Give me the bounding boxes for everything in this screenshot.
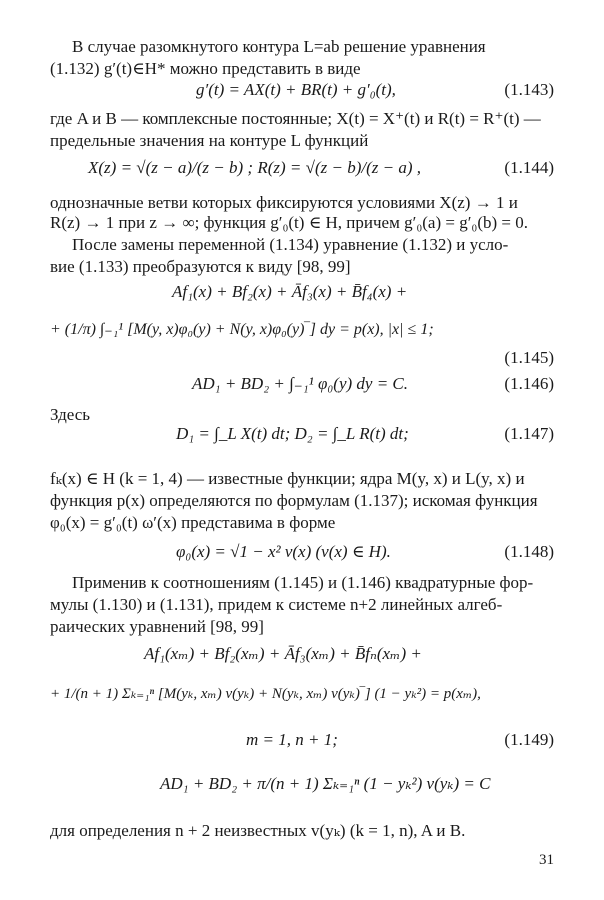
equation-1145-line1: Af₁(x) + Bf₂(x) + Āf₃(x) + B̄f₄(x) + [172,282,408,301]
paragraph-line: где A и B — комплексные постоянные; X(t) = X⁺(t) и R(t) = R⁺(t) — [50,109,541,128]
equation-1149-line4: AD₁ + BD₂ + π/(n + 1) Σₖ₌₁ⁿ (1 − yₖ²) v(yₖ) = C [160,774,491,793]
equation-number: (1.146) [504,374,554,393]
equation-1145-line2: + (1/π) ∫₋₁¹ [M(y, x)φ₀(y) + N(y, x)φ₀(y)‾] dy = p(x), |x| ≤ 1; [50,321,434,338]
paragraph-line: однозначные ветви которых фиксируются условиями X(z) → 1 и [50,193,518,212]
paragraph-line: вие (1.133) преобразуются к виду [98, 99] [50,257,351,276]
equation-1143: g′(t) = AX(t) + BR(t) + g′₀(t), [196,80,396,99]
paragraph-line: мулы (1.130) и (1.131), придем к системе n+2 линейных алгеб- [50,595,503,614]
paragraph-line: (1.132) g′(t)∈H* можно представить в виде [50,59,361,78]
paragraph-line: для определения n + 2 неизвестных v(yₖ) (k = 1, n), A и B. [50,821,466,840]
paragraph-line: φ₀(x) = g′₀(t) ω′(x) представима в форме [50,513,336,532]
paragraph-line: Применив к соотношениям (1.145) и (1.146) квадратурные фор- [72,573,534,592]
paragraph-line: После замены переменной (1.134) уравнение (1.132) и усло- [72,235,509,254]
paragraph-line: предельные значения на контуре L функций [50,131,369,150]
equation-1148: φ₀(x) = √1 − x² v(x) (v(x) ∈ H). [176,542,391,561]
paragraph-line: функция p(x) определяются по формулам (1.137); искомая функция [50,491,538,510]
equation-number: (1.144) [504,158,554,177]
equation-1149-line2: + 1/(n + 1) Σₖ₌₁ⁿ [M(yₖ, xₘ) v(yₖ) + N(yₖ, xₘ) v(yₖ)‾] (1 − yₖ²) = p(xₘ), [50,686,481,702]
equation-1146: AD₁ + BD₂ + ∫₋₁¹ φ₀(y) dy = C. [192,374,409,393]
equation-number: (1.147) [504,424,554,443]
equation-number: (1.143) [504,80,554,99]
page-number: 31 [539,852,554,868]
equation-1144: X(z) = √(z − a)/(z − b) ; R(z) = √(z − b)/(z − a) , [88,158,421,177]
equation-1149-line1: Af₁(xₘ) + Bf₂(xₘ) + Āf₃(xₘ) + B̄fₙ(xₘ) + [144,644,422,663]
equation-1149-line3: m = 1, n + 1; [246,730,338,749]
equation-number: (1.148) [504,542,554,561]
equation-1147: D₁ = ∫_L X(t) dt; D₂ = ∫_L R(t) dt; [176,424,409,443]
paragraph-line: fₖ(x) ∈ H (k = 1, 4) — известные функции; ядра M(y, x) и L(y, x) и [50,469,525,488]
equation-number: (1.145) [504,348,554,367]
paragraph-line: R(z) → 1 при z → ∞; функция g′₀(t) ∈ H, причем g′₀(a) = g′₀(b) = 0. [50,213,529,232]
paragraph-line: раических уравнений [98, 99] [50,617,264,636]
paragraph-line: В случае разомкнутого контура L=ab решение уравнения [72,37,486,56]
paragraph-line: Здесь [50,405,91,424]
equation-number: (1.149) [504,730,554,749]
